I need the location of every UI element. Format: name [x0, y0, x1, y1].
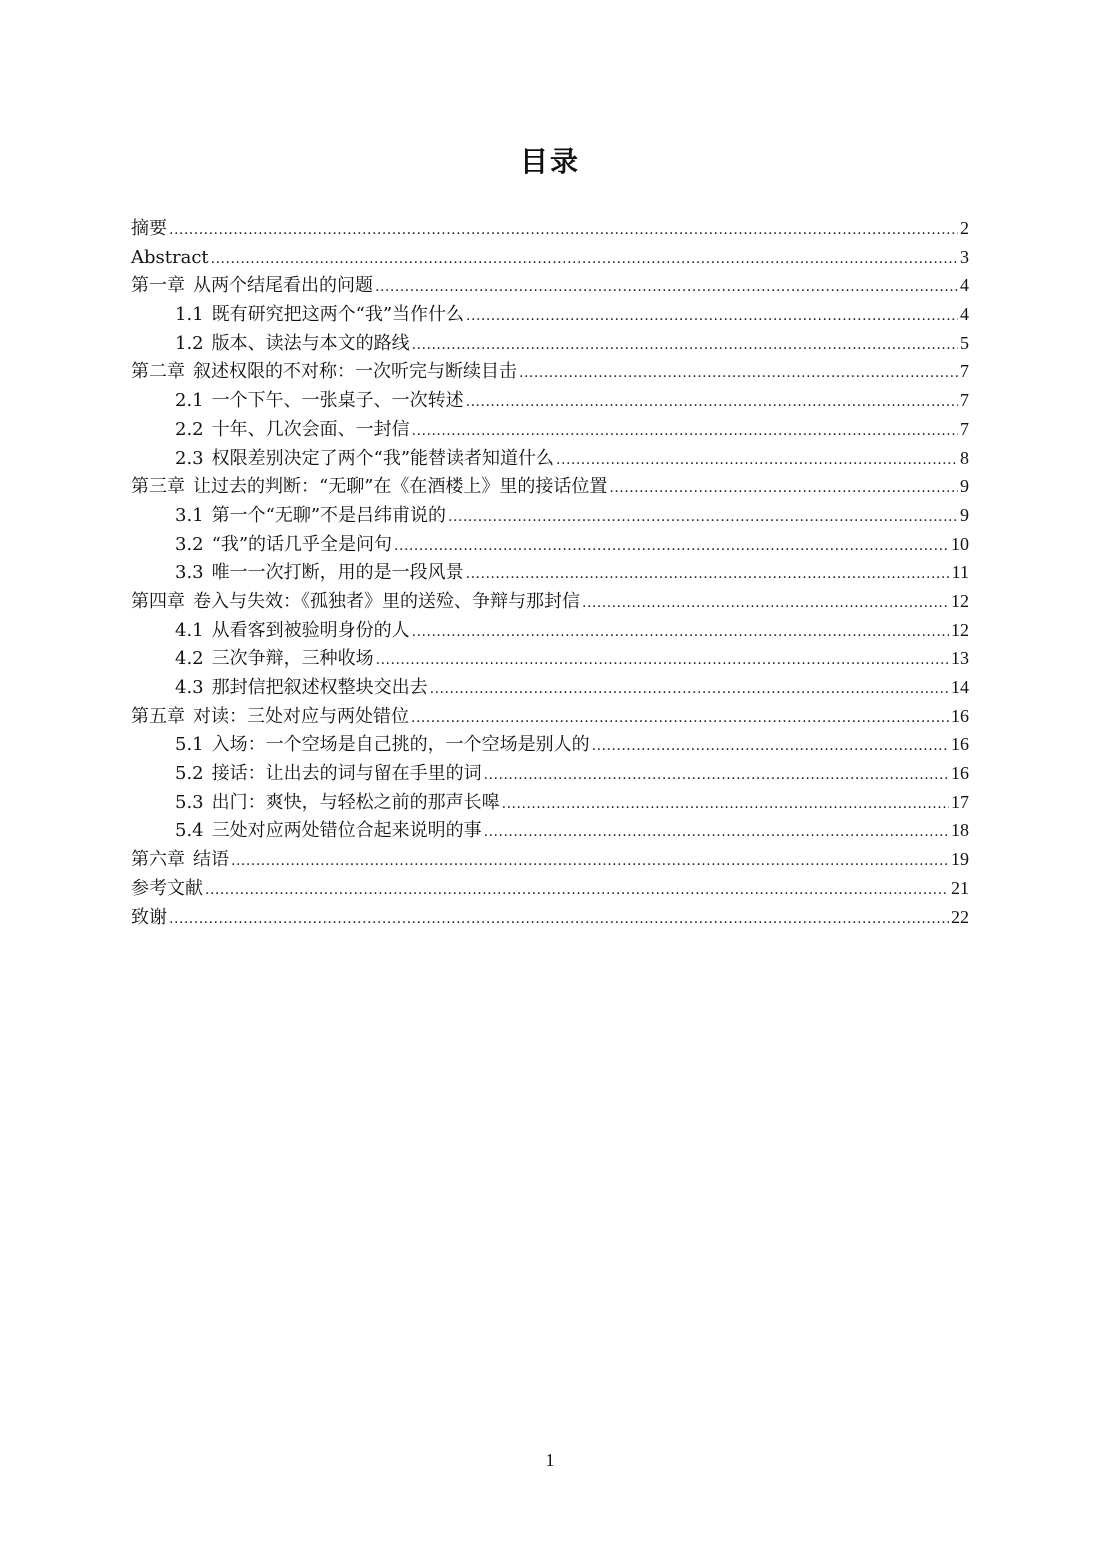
toc-entry-label: [175, 674, 428, 703]
toc-entry-page: 12: [951, 590, 969, 611]
toc-entry-text: 接话：让出去的词与留在手里的词: [211, 763, 482, 785]
toc-entry-page: 11: [951, 562, 969, 583]
dot-leader: [466, 560, 950, 589]
toc-entry-page: 10: [951, 533, 969, 554]
toc-entry-text: 从看客到被验明身份的人: [211, 619, 410, 641]
dot-leader: [375, 273, 958, 302]
toc-entry-text: 摘要: [131, 218, 167, 239]
toc-entry[interactable]: [131, 444, 969, 473]
toc-entry[interactable]: [131, 788, 969, 817]
toc-entry-label: [175, 416, 410, 445]
toc-entry-number: 3.1: [175, 504, 204, 526]
page-title: 目录: [519, 145, 580, 178]
toc-entry-label: [175, 817, 482, 846]
dot-leader: [466, 388, 958, 417]
dot-leader: [448, 503, 958, 532]
toc-entry-text: 参考文献: [131, 877, 203, 899]
dot-leader: [582, 589, 949, 618]
toc-entry-number: 5.4: [175, 820, 204, 842]
toc-entry-number: 3.2: [175, 533, 204, 555]
toc-entry-page: 9: [960, 504, 969, 525]
toc-entry-label: [175, 330, 410, 359]
dot-leader: [205, 876, 949, 905]
toc-entry-page: 16: [951, 705, 969, 726]
toc-entry-page: 4: [960, 304, 969, 325]
toc-entry-text: 那封信把叙述权整块交出去: [211, 677, 428, 698]
dot-leader: [394, 532, 949, 561]
dot-leader: [169, 905, 949, 934]
toc-entry-label: [175, 531, 392, 560]
toc-entry-text: 既有研究把这两个“我”当作什么: [211, 304, 465, 326]
toc-entry[interactable]: [131, 702, 969, 731]
dot-leader: [376, 646, 949, 675]
toc-entry-page: 21: [951, 877, 969, 898]
dot-leader: [411, 704, 949, 733]
toc-entry-number: 4.1: [175, 619, 204, 641]
toc-entry-text: 从两个结尾看出的问题: [193, 275, 373, 297]
dot-leader: [519, 359, 958, 388]
toc-entry[interactable]: [131, 271, 969, 300]
toc-entry-number: 第六章: [131, 849, 185, 871]
toc-entry-text: 三次争辩，三种收场: [211, 648, 374, 670]
toc-entry-page: 7: [960, 361, 969, 382]
toc-entry-page: 14: [951, 677, 969, 697]
toc-entry-label: [175, 445, 554, 474]
toc-entry-page: 16: [951, 763, 969, 784]
toc-entry-number: 第三章: [131, 476, 185, 498]
toc-entry-label: [131, 244, 209, 273]
toc-entry-number: 1.2: [175, 332, 204, 354]
toc-entry-page: 3: [960, 246, 969, 267]
toc-entry-text: 对读：三处对应与两处错位: [193, 705, 409, 727]
toc-entry[interactable]: [131, 730, 969, 759]
toc-entry-number: 第五章: [131, 705, 185, 727]
toc-entry-page: 19: [951, 849, 969, 870]
toc-entry-label: [131, 215, 167, 244]
dot-leader: [609, 474, 958, 503]
dot-leader: [484, 761, 949, 790]
toc-entry-number: 4.3: [175, 677, 204, 698]
toc-entry-page: 12: [951, 619, 969, 640]
dot-leader: [430, 675, 949, 704]
toc-entry-text: 结语: [193, 849, 229, 871]
toc-entry-page: 7: [960, 418, 969, 439]
table-of-contents: [131, 214, 969, 931]
toc-entry-number: 5.1: [175, 734, 204, 756]
toc-entry[interactable]: [131, 300, 969, 329]
toc-entry-number: 2.3: [175, 447, 204, 469]
toc-entry-label: [131, 272, 373, 301]
toc-entry[interactable]: [131, 816, 969, 845]
toc-entry-label: [131, 875, 203, 904]
dot-leader: [412, 417, 958, 446]
toc-entry-text: Abstract: [131, 246, 209, 268]
toc-entry-text: 让过去的判断：“无聊”在《在酒楼上》里的接话位置: [193, 476, 608, 498]
toc-entry-number: 2.1: [175, 390, 204, 412]
dot-leader: [592, 732, 949, 761]
toc-entry-text: 三处对应两处错位合起来说明的事: [211, 820, 482, 842]
dot-leader: [412, 618, 949, 647]
page-number: 1: [545, 1450, 555, 1470]
toc-entry[interactable]: [131, 415, 969, 444]
dot-leader: [466, 302, 958, 331]
toc-entry[interactable]: [131, 759, 969, 788]
toc-entry-page: 7: [960, 390, 969, 411]
toc-entry-label: [175, 301, 464, 330]
toc-entry-label: [175, 387, 464, 416]
toc-entry-text: 一个下午、一张桌子、一次转述: [211, 390, 464, 412]
toc-entry[interactable]: [131, 329, 969, 358]
toc-entry-page: 4: [960, 275, 969, 296]
toc-entry-page: 22: [951, 906, 969, 927]
toc-entry-number: 第二章: [131, 361, 185, 383]
toc-entry-page: 16: [951, 734, 969, 755]
toc-entry-label: [175, 502, 446, 531]
toc-entry-text: 唯一一次打断，用的是一段风景: [211, 562, 464, 584]
toc-entry-label: [175, 559, 464, 588]
toc-entry-label: [131, 703, 409, 732]
toc-entry-label: [131, 846, 229, 875]
toc-entry-label: [175, 617, 410, 646]
dot-leader: [211, 245, 958, 274]
toc-entry[interactable]: [131, 644, 969, 673]
toc-entry-number: 1.1: [175, 304, 204, 326]
toc-entry[interactable]: [131, 903, 969, 932]
toc-entry-text: 入场：一个空场是自己挑的，一个空场是别人的: [211, 734, 590, 756]
toc-entry-page: 5: [960, 332, 969, 353]
toc-entry-label: [175, 760, 482, 789]
toc-entry[interactable]: [131, 845, 969, 874]
toc-entry-number: 第四章: [131, 590, 185, 612]
toc-entry-text: 版本、读法与本文的路线: [211, 332, 410, 354]
dot-leader: [412, 331, 958, 360]
toc-entry-page: 9: [960, 476, 969, 497]
toc-entry-number: 5.3: [175, 791, 204, 813]
toc-entry[interactable]: [131, 874, 969, 903]
toc-entry-text: 第一个“无聊”不是吕纬甫说的: [211, 504, 447, 526]
toc-entry[interactable]: [131, 214, 969, 243]
toc-entry-number: 2.2: [175, 418, 204, 440]
toc-entry-text: 致谢: [131, 906, 167, 928]
toc-entry-page: 17: [951, 791, 969, 812]
toc-entry-label: [175, 645, 374, 674]
toc-entry-text: “我”的话几乎全是问句: [211, 533, 393, 555]
dot-leader: [231, 847, 949, 876]
toc-entry-label: [131, 358, 517, 387]
toc-entry-number: 5.2: [175, 763, 204, 785]
toc-entry[interactable]: [131, 558, 969, 587]
dot-leader: [169, 216, 958, 245]
toc-entry[interactable]: [131, 530, 969, 559]
toc-entry[interactable]: [131, 472, 969, 501]
toc-entry-number: 4.2: [175, 648, 204, 670]
toc-entry-text: 出门：爽快，与轻松之前的那声长嗥: [211, 791, 500, 813]
toc-entry-page: 18: [951, 820, 969, 841]
toc-entry-label: [131, 904, 167, 933]
toc-entry-number: 第一章: [131, 275, 185, 297]
toc-entry-label: [175, 731, 590, 760]
toc-entry[interactable]: [131, 673, 969, 702]
toc-entry[interactable]: [131, 386, 969, 415]
toc-entry-text: 权限差别决定了两个“我”能替读者知道什么: [211, 447, 555, 469]
toc-entry[interactable]: [131, 357, 969, 386]
toc-entry-text: 叙述权限的不对称：一次听完与断续目击: [193, 361, 517, 383]
toc-entry[interactable]: [131, 501, 969, 530]
toc-entry-page: 8: [960, 447, 969, 468]
toc-entry-text: 卷入与失效：《孤独者》里的送殓、争辩与那封信: [193, 590, 580, 612]
toc-entry-text: 十年、几次会面、一封信: [211, 418, 410, 440]
toc-entry-number: 3.3: [175, 562, 204, 584]
toc-entry-label: [131, 588, 580, 617]
toc-entry[interactable]: [131, 243, 969, 272]
dot-leader: [556, 446, 958, 475]
toc-entry-label: [131, 473, 607, 502]
toc-entry-page: 13: [951, 648, 969, 669]
toc-entry-label: [175, 789, 500, 818]
toc-entry[interactable]: [131, 587, 969, 616]
toc-entry-page: 2: [960, 218, 969, 238]
dot-leader: [484, 818, 949, 847]
toc-entry[interactable]: [131, 616, 969, 645]
dot-leader: [502, 790, 949, 819]
